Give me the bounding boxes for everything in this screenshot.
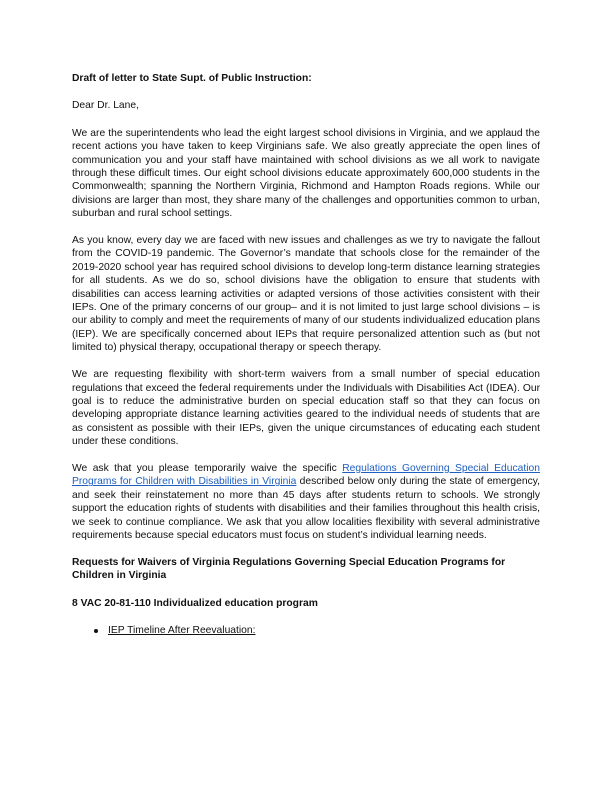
section-title: Requests for Waivers of Virginia Regulations Governing Special Education Programs for Children in Virginia bbox=[72, 556, 506, 582]
paragraph-waiver bbox=[72, 462, 540, 542]
paragraph-intro: We are the superintendents who lead the eight largest school divisions in Virginia, and we applaud the recent actions you have taken to keep Virginians safe. We also greatly appreciate the open lines of communication you and your staff have maintained with school divisions as we all work to navigate through these difficult times. Our eight school divisions educate approximately 600,000 students in the Commonwealth; spanning the Northern Virginia, Richmond and Hampton Roads regions. While our divisions are larger than most, they share many of the challenges and opportunities common to urban, suburban and rural school settings. bbox=[72, 127, 540, 220]
paragraph-request: We are requesting flexibility with short-term waivers from a small number of special education regulations that exceed the federal requirements under the Individuals with Disabilities Act (IDEA). Our goal is to reduce the administrative burden on special education staff so that they can focus on developing appropriate distance learning activities geared to the individual needs of students that are as consistent as possible with their IEPs, given the unique circumstances of educating each student under these conditions. bbox=[72, 369, 540, 448]
bullet-icon bbox=[94, 629, 98, 633]
regulations-link[interactable]: Regulations Governing Special Education Programs for Children with Disabilities in Virginia bbox=[72, 462, 540, 488]
salutation: Dear Dr. Lane, bbox=[72, 100, 139, 112]
letter-body bbox=[72, 72, 540, 637]
regulation-subtitle: 8 VAC 20-81-110 Individualized education program bbox=[72, 597, 318, 609]
iep-timeline-link[interactable]: IEP Timeline After Reevaluation: bbox=[108, 624, 256, 636]
document-heading: Draft of letter to State Supt. of Public Instruction: bbox=[72, 73, 312, 84]
paragraph-waiver-lead: We ask that you please temporarily waive the specific bbox=[72, 462, 343, 474]
list-item bbox=[108, 624, 540, 637]
paragraph-waiver-rest: described below only during the state of emergency, and seek their reinstatement no more than 45 days after students return to schools. We strongly support the education rights of students with disabilities and their families throughout this health crisis, we seek to continue compliance. We ask that you allow localities flexibility with several administrative requirements because special educators must focus on student’s individual learning needs. bbox=[72, 476, 540, 541]
paragraph-context: As you know, every day we are faced with new issues and challenges as we try to navigate the fallout from the COVID-19 pandemic. The Governor’s mandate that schools close for the remainder of the 2019-2020 school year has required school divisions to develop long-term distance learning strategies for all students. As we do so, school divisions have the obligation to ensure that students with disabilities can access learning activities or adapted versions of those activities consistent with their IEPs. One of the primary concerns of our group– and it is not limited to just large school divisions – is our ability to comply and meet the requirements of many of our students individualized education plans (IEP). We are specifically concerned about IEPs that require personalized attention such as (but not limited to) physical therapy, occupational therapy or speech therapy. bbox=[72, 235, 540, 354]
bullet-list bbox=[72, 624, 540, 637]
